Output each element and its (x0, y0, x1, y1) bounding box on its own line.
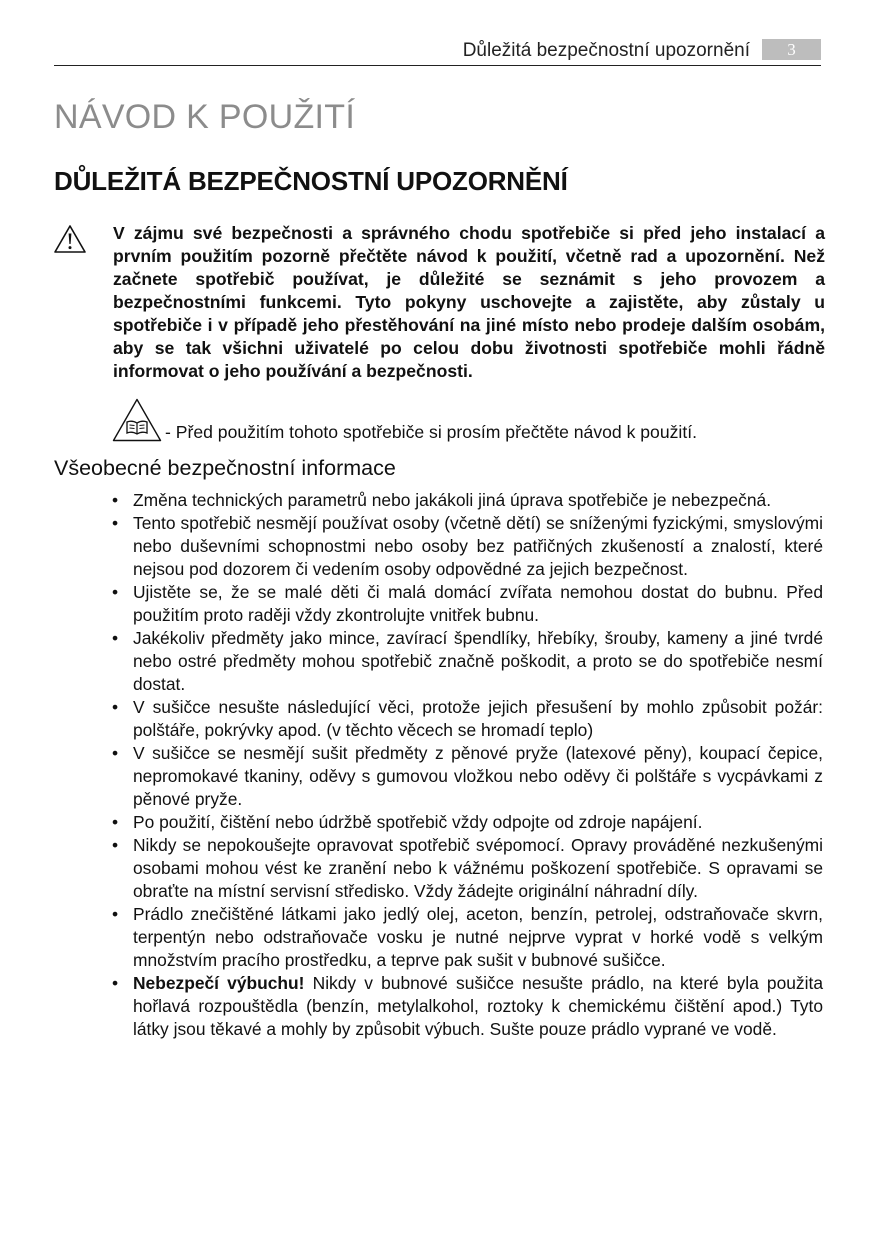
list-item (110, 627, 823, 696)
list-item (110, 696, 823, 742)
list-item-text: V sušičce nesušte následující věci, protože jejich přesušení by mohlo způsobit požár: polštáře, pokrývky apod. (v těchto věcech se hromadí teplo) (133, 697, 823, 740)
list-item-text: Jakékoliv předměty jako mince, zavírací špendlíky, hřebíky, šrouby, kameny a jiné tvrdé nebo ostré předměty mohou spotřebič značně poškodit, a proto se do spotřebiče nesmí dostat. (133, 628, 823, 694)
section-title: DŮLEŽITÁ BEZPEČNOSTNÍ UPOZORNĚNÍ (54, 166, 568, 196)
list-item (110, 742, 823, 811)
explosion-danger-label: Nebezpečí výbuchu! (133, 973, 305, 993)
warning-triangle-icon (53, 224, 87, 254)
safety-warning-text: V zájmu své bezpečnosti a správného chodu spotřebiče si před jeho instalací a prvním použitím pozorně přečtěte návod k použití, včetně rad a upozornění. Než začnete spotřebič používat, je důležité se seznámit s jeho provozem a bezpečnostními funkcemi. Tyto pokyny uschovejte a zajistěte, aby zůstaly u spotřebiče i v případě jeho přestěhování na jiné místo nebo prodeje dalším osobám, aby se tak všichni uživatelé po celou dobu životnosti spotřebiče mohli řádně informovat o jeho používání a bezpečnosti. (113, 223, 825, 381)
list-item (110, 581, 823, 627)
list-item (110, 903, 823, 972)
list-item-text: V sušičce se nesmějí sušit předměty z pěnové pryže (latexové pěny), koupací čepice, nepromokavé tkaniny, oděvy s gumovou vložkou nebo oděvy či polštáře s vycpávkami z pěnové pryže. (133, 743, 823, 809)
list-item (110, 972, 823, 1041)
list-item (110, 811, 823, 834)
header-divider (54, 65, 821, 66)
general-safety-list (110, 489, 823, 1041)
document-title: NÁVOD K POUŽITÍ (54, 98, 356, 136)
list-item-text: Ujistěte se, že se malé děti či malá domácí zvířata nemohou dostat do bubnu. Před použitím proto raději vždy zkontrolujte vnitřek bubnu. (133, 582, 823, 625)
list-item-text: Tento spotřebič nesmějí používat osoby (včetně dětí) se sníženými fyzickými, smyslovými nebo duševními schopnostmi nebo osoby bez patřičných zkušeností a znalostí, které nejsou pod dozorem či vedením osoby odpovědné za jejich bezpečnost. (133, 513, 823, 579)
read-manual-note: - Před použitím tohoto spotřebiče si prosím přečtěte návod k použití. (165, 422, 697, 442)
running-header-title: Důležitá bezpečnostní upozornění (462, 40, 750, 61)
page-number: 3 (762, 39, 821, 60)
general-safety-title: Všeobecné bezpečnostní informace (54, 456, 396, 480)
list-item-text: Nikdy se nepokoušejte opravovat spotřebič svépomocí. Opravy prováděné nezkušenými osobami mohou vést ke zranění nebo k vážnému poškození spotřebiče. S opravami se obraťte na místní servisní středisko. Vždy žádejte originální náhradní díly. (133, 835, 823, 901)
list-item (110, 512, 823, 581)
list-item-text: Po použití, čištění nebo údržbě spotřebič vždy odpojte od zdroje napájení. (133, 812, 703, 832)
list-item (110, 834, 823, 903)
list-item-text: Změna technických parametrů nebo jakákoli jiná úprava spotřebiče je nebezpečná. (133, 490, 772, 510)
read-manual-icon (112, 398, 162, 442)
list-item-text: Nikdy v bubnové sušičce nesušte prádlo, na které byla použita hořlavá rozpouštědla (benzín, metylalkohol, roztoky k chemickému čištění apod.) Tyto látky jsou těkavé a mohly by způsobit výbuch. Sušte pouze prádlo vyprané ve vodě. (133, 973, 823, 1039)
list-item (110, 489, 823, 512)
list-item-text: Prádlo znečištěné látkami jako jedlý olej, aceton, benzín, petrolej, odstraňovače skvrn, terpentýn nebo odstraňovače vosku je nutné nejprve vyprat v horké vodě s velkým množstvím pracího prostředku, a teprve pak sušit v bubnové sušičce. (133, 904, 823, 970)
